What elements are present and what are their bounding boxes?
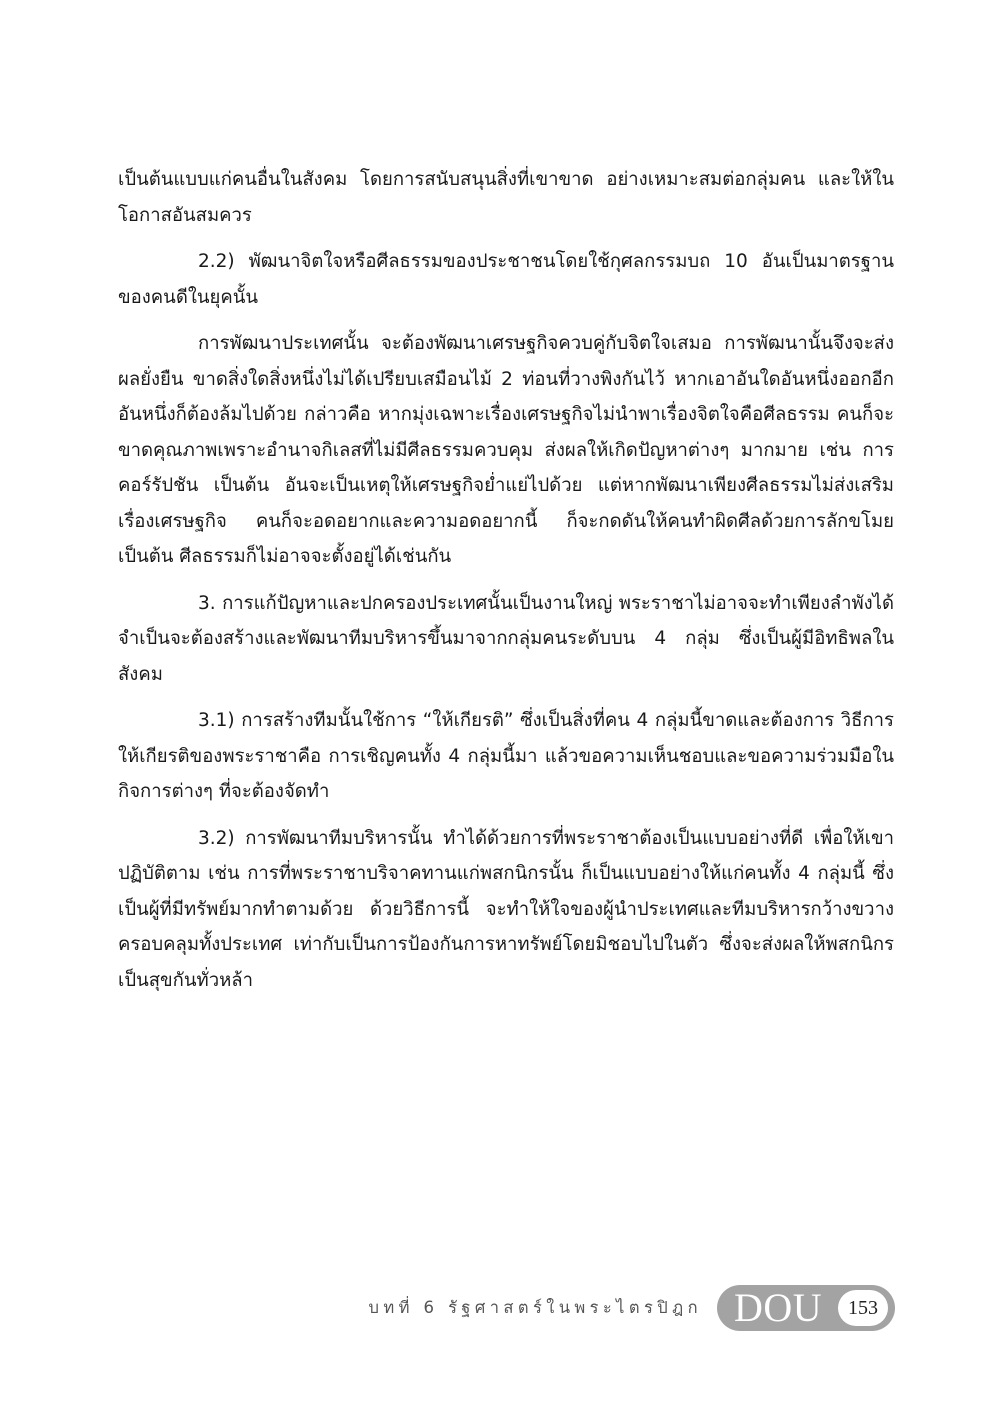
paragraph-6: 3.2) การพัฒนาทีมบริหารนั้น ทำได้ด้วยการที่พระราชาต้องเป็นแบบอย่างที่ดี เพื่อให้เขาปฏิบัติตาม เช่น การที่พระราชาบริจาคทานแก่พสกนิกรนั้น ก็เป็นแบบอย่างให้แก่คนทั้ง 4 กลุ่มนี้ ซึ่งเป็นผู้ที่มีทรัพย์มากทำตามด้วย ด้วยวิธีการนี้ จะทำให้ใจของผู้นำประเทศและทีมบริหารกว้างขวางครอบคลุมทั้งประเทศ เท่ากับเป็นการป้องกันการหาทรัพย์โดยมิชอบไปในตัว ซึ่งจะส่งผลให้พสกนิกรเป็นสุขกันทั่วหล้า: [118, 827, 894, 991]
chapter-title: บทที่ 6 รัฐศาสตร์ในพระไตรปิฎก: [368, 1298, 702, 1317]
paragraph-3: การพัฒนาประเทศนั้น จะต้องพัฒนาเศรษฐกิจควบคู่กับจิตใจเสมอ การพัฒนานั้นจึงจะส่งผลยั่งยืน ขาดสิ่งใดสิ่งหนึ่งไม่ได้เปรียบเสมือนไม้ 2 ท่อนที่วางพิงกันไว้ หากเอาอันใดอันหนึ่งออกอีกอันหนึ่งก็ต้องล้มไปด้วย กล่าวคือ หากมุ่งเฉพาะเรื่องเศรษฐกิจไม่นำพาเรื่องจิตใจคือศีลธรรม คนก็จะขาดคุณภาพเพราะอำนาจกิเลสที่ไม่มีศีลธรรมควบคุม ส่งผลให้เกิดปัญหาต่างๆ มากมาย เช่น การคอร์รัปชัน เป็นต้น อันจะเป็นเหตุให้เศรษฐกิจย่ำแย่ไปด้วย แต่หากพัฒนาเพียงศีลธรรมไม่ส่งเสริมเรื่องเศรษฐกิจ คนก็จะอดอยากและความอดอยากนี้ ก็จะกดดันให้คนทำผิดศีลด้วยการลักขโมย เป็นต้น ศีลธรรมก็ไม่อาจจะตั้งอยู่ได้เช่นกัน: [118, 333, 894, 567]
paragraph-5: 3.1) การสร้างทีมนั้นใช้การ “ให้เกียรติ” ซึ่งเป็นสิ่งที่คน 4 กลุ่มนี้ขาดและต้องการ วิธีการให้เกียรติของพระราชาคือ การเชิญคนทั้ง 4 กลุ่มนี้มา แล้วขอความเห็นชอบและขอความร่วมมือในกิจการต่างๆ ที่จะต้องจัดทำ: [118, 710, 894, 802]
page-number: 153: [838, 1290, 888, 1326]
paragraph-2: 2.2) พัฒนาจิตใจหรือศีลธรรมของประชาชนโดยใช้กุศลกรรมบถ 10 อันเป็นมาตรฐานของคนดีในยุคนั้น: [118, 251, 894, 308]
paragraph-4: 3. การแก้ปัญหาและปกครองประเทศนั้นเป็นงานใหญ่ พระราชาไม่อาจจะทำเพียงลำพังได้ จำเป็นจะต้องสร้างและพัฒนาทีมบริหารขึ้นมาจากกลุ่มคนระดับบน 4 กลุ่ม ซึ่งเป็นผู้มีอิทธิพลในสังคม: [118, 592, 894, 685]
paragraph-1: เป็นต้นแบบแก่คนอื่นในสังคม โดยการสนับสนุนสิ่งที่เขาขาด อย่างเหมาะสมต่อกลุ่มคน และให้ในโอกาสอันสมควร: [118, 169, 894, 226]
page-footer: [0, 1283, 1000, 1333]
dou-logo: DOU: [734, 1285, 823, 1330]
page-body: [118, 162, 894, 1009]
footer-badge: [717, 1285, 895, 1331]
